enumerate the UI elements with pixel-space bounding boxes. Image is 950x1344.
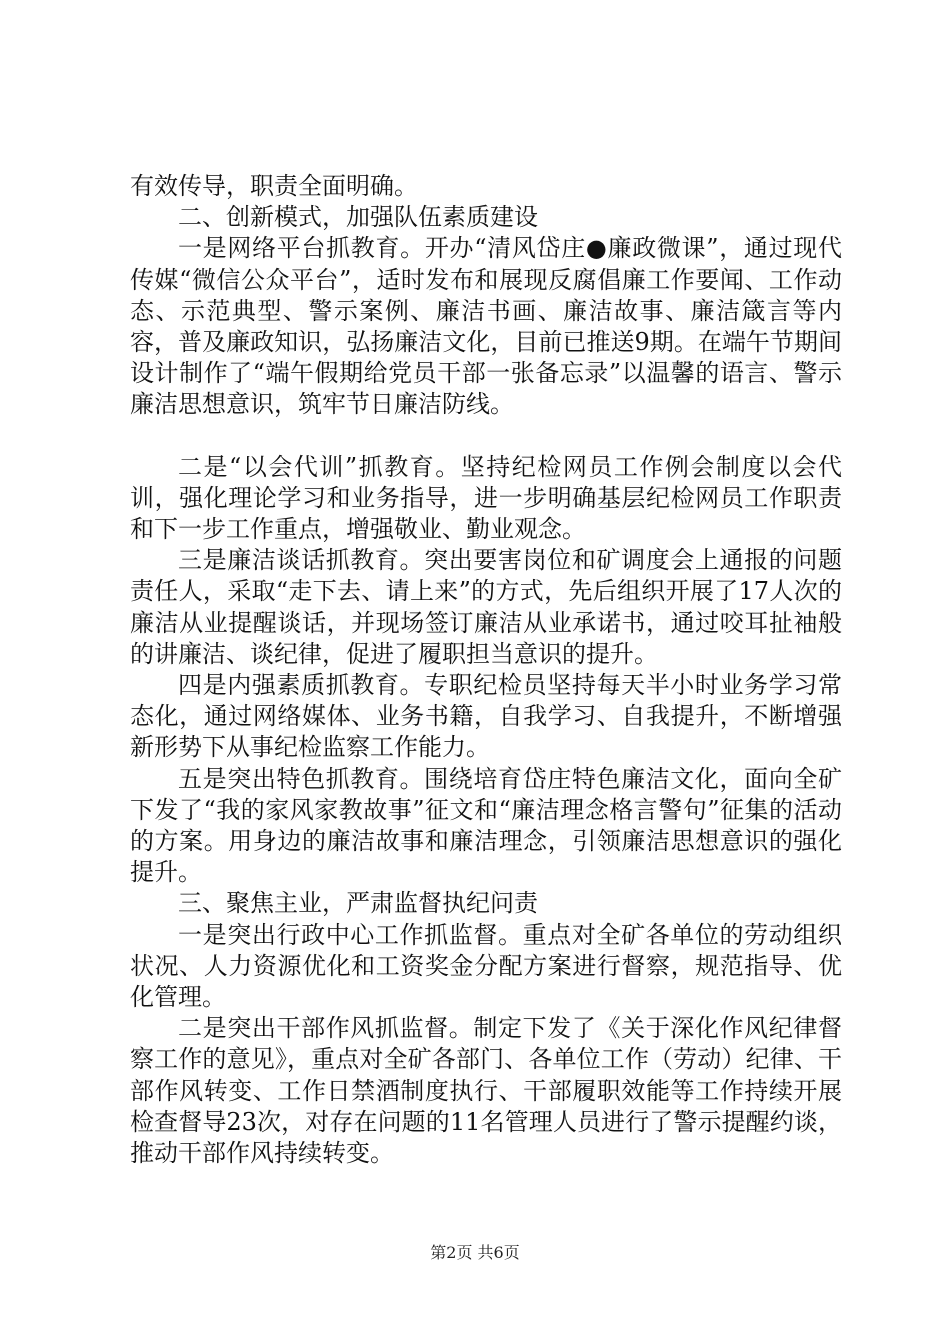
document-body [130, 171, 842, 1169]
page-number-footer: 第2页 共6页 [430, 1243, 520, 1262]
paragraph-meeting-training: 二是“以会代训”抓教育。坚持纪检网员工作例会制度以会代训，强化理论学习和业务指导，进一步明确基层纪检网员工作职责和下一步工作重点，增强敬业、勤业观念。 [130, 452, 842, 544]
paragraph-internal-quality: 四是内强素质抓教育。专职纪检员坚持每天半小时业务学习常态化，通过网络媒体、业务书籍，自我学习、自我提升，不断增强新形势下从事纪检监察工作能力。 [130, 671, 842, 762]
paragraph-continuation: 有效传导，职责全面明确。 [130, 172, 418, 200]
paragraph-integrity-talks: 三是廉洁谈话抓教育。突出要害岗位和矿调度会上通报的问题责任人，采取“走下去、请上来”的方式，先后组织开展了17人次的廉洁从业提醒谈话，并现场签订廉洁从业承诺书，通过咬耳扯袖般的讲廉洁、谈纪律，促进了履职担当意识的提升。 [130, 546, 842, 668]
paragraph-admin-supervision: 一是突出行政中心工作抓监督。重点对全矿各单位的劳动组织状况、人力资源优化和工资奖金分配方案进行督察，规范指导、优化管理。 [130, 920, 842, 1012]
paragraph-cadre-style: 二是突出干部作风抓监督。制定下发了《关于深化作风纪律督察工作的意见》，重点对全矿各部门、各单位工作（劳动）纪律、干部作风转变、工作日禁酒制度执行、干部履职效能等工作持续开展检查督导23次，对存在问题的11名管理人员进行了警示提醒约谈，推动干部作风持续转变。 [130, 1014, 842, 1168]
section-heading-three: 三、聚焦主业，严肃监督执纪问责 [178, 889, 538, 918]
paragraph-featured-education: 五是突出特色抓教育。围绕培育岱庄特色廉洁文化，面向全矿下发了“我的家风家教故事”征文和“廉洁理念格言警句”征集的活动的方案。用身边的廉洁故事和廉洁理念，引领廉洁思想意识的强化提升。 [130, 764, 842, 887]
paragraph-online-platform: 一是网络平台抓教育。开办“清风岱庄●廉政微课”，通过现代传媒“微信公众平台”，适时发布和展现反腐倡廉工作要闻、工作动态、示范典型、警示案例、廉洁书画、廉洁故事、廉洁箴言等内容，普及廉政知识，弘扬廉洁文化，目前已推送9期。在端午节期间设计制作了“端午假期给党员干部一张备忘录”以温馨的语言、警示廉洁思想意识，筑牢节日廉洁防线。 [130, 234, 842, 419]
section-heading-two: 二、创新模式，加强队伍素质建设 [178, 203, 538, 232]
